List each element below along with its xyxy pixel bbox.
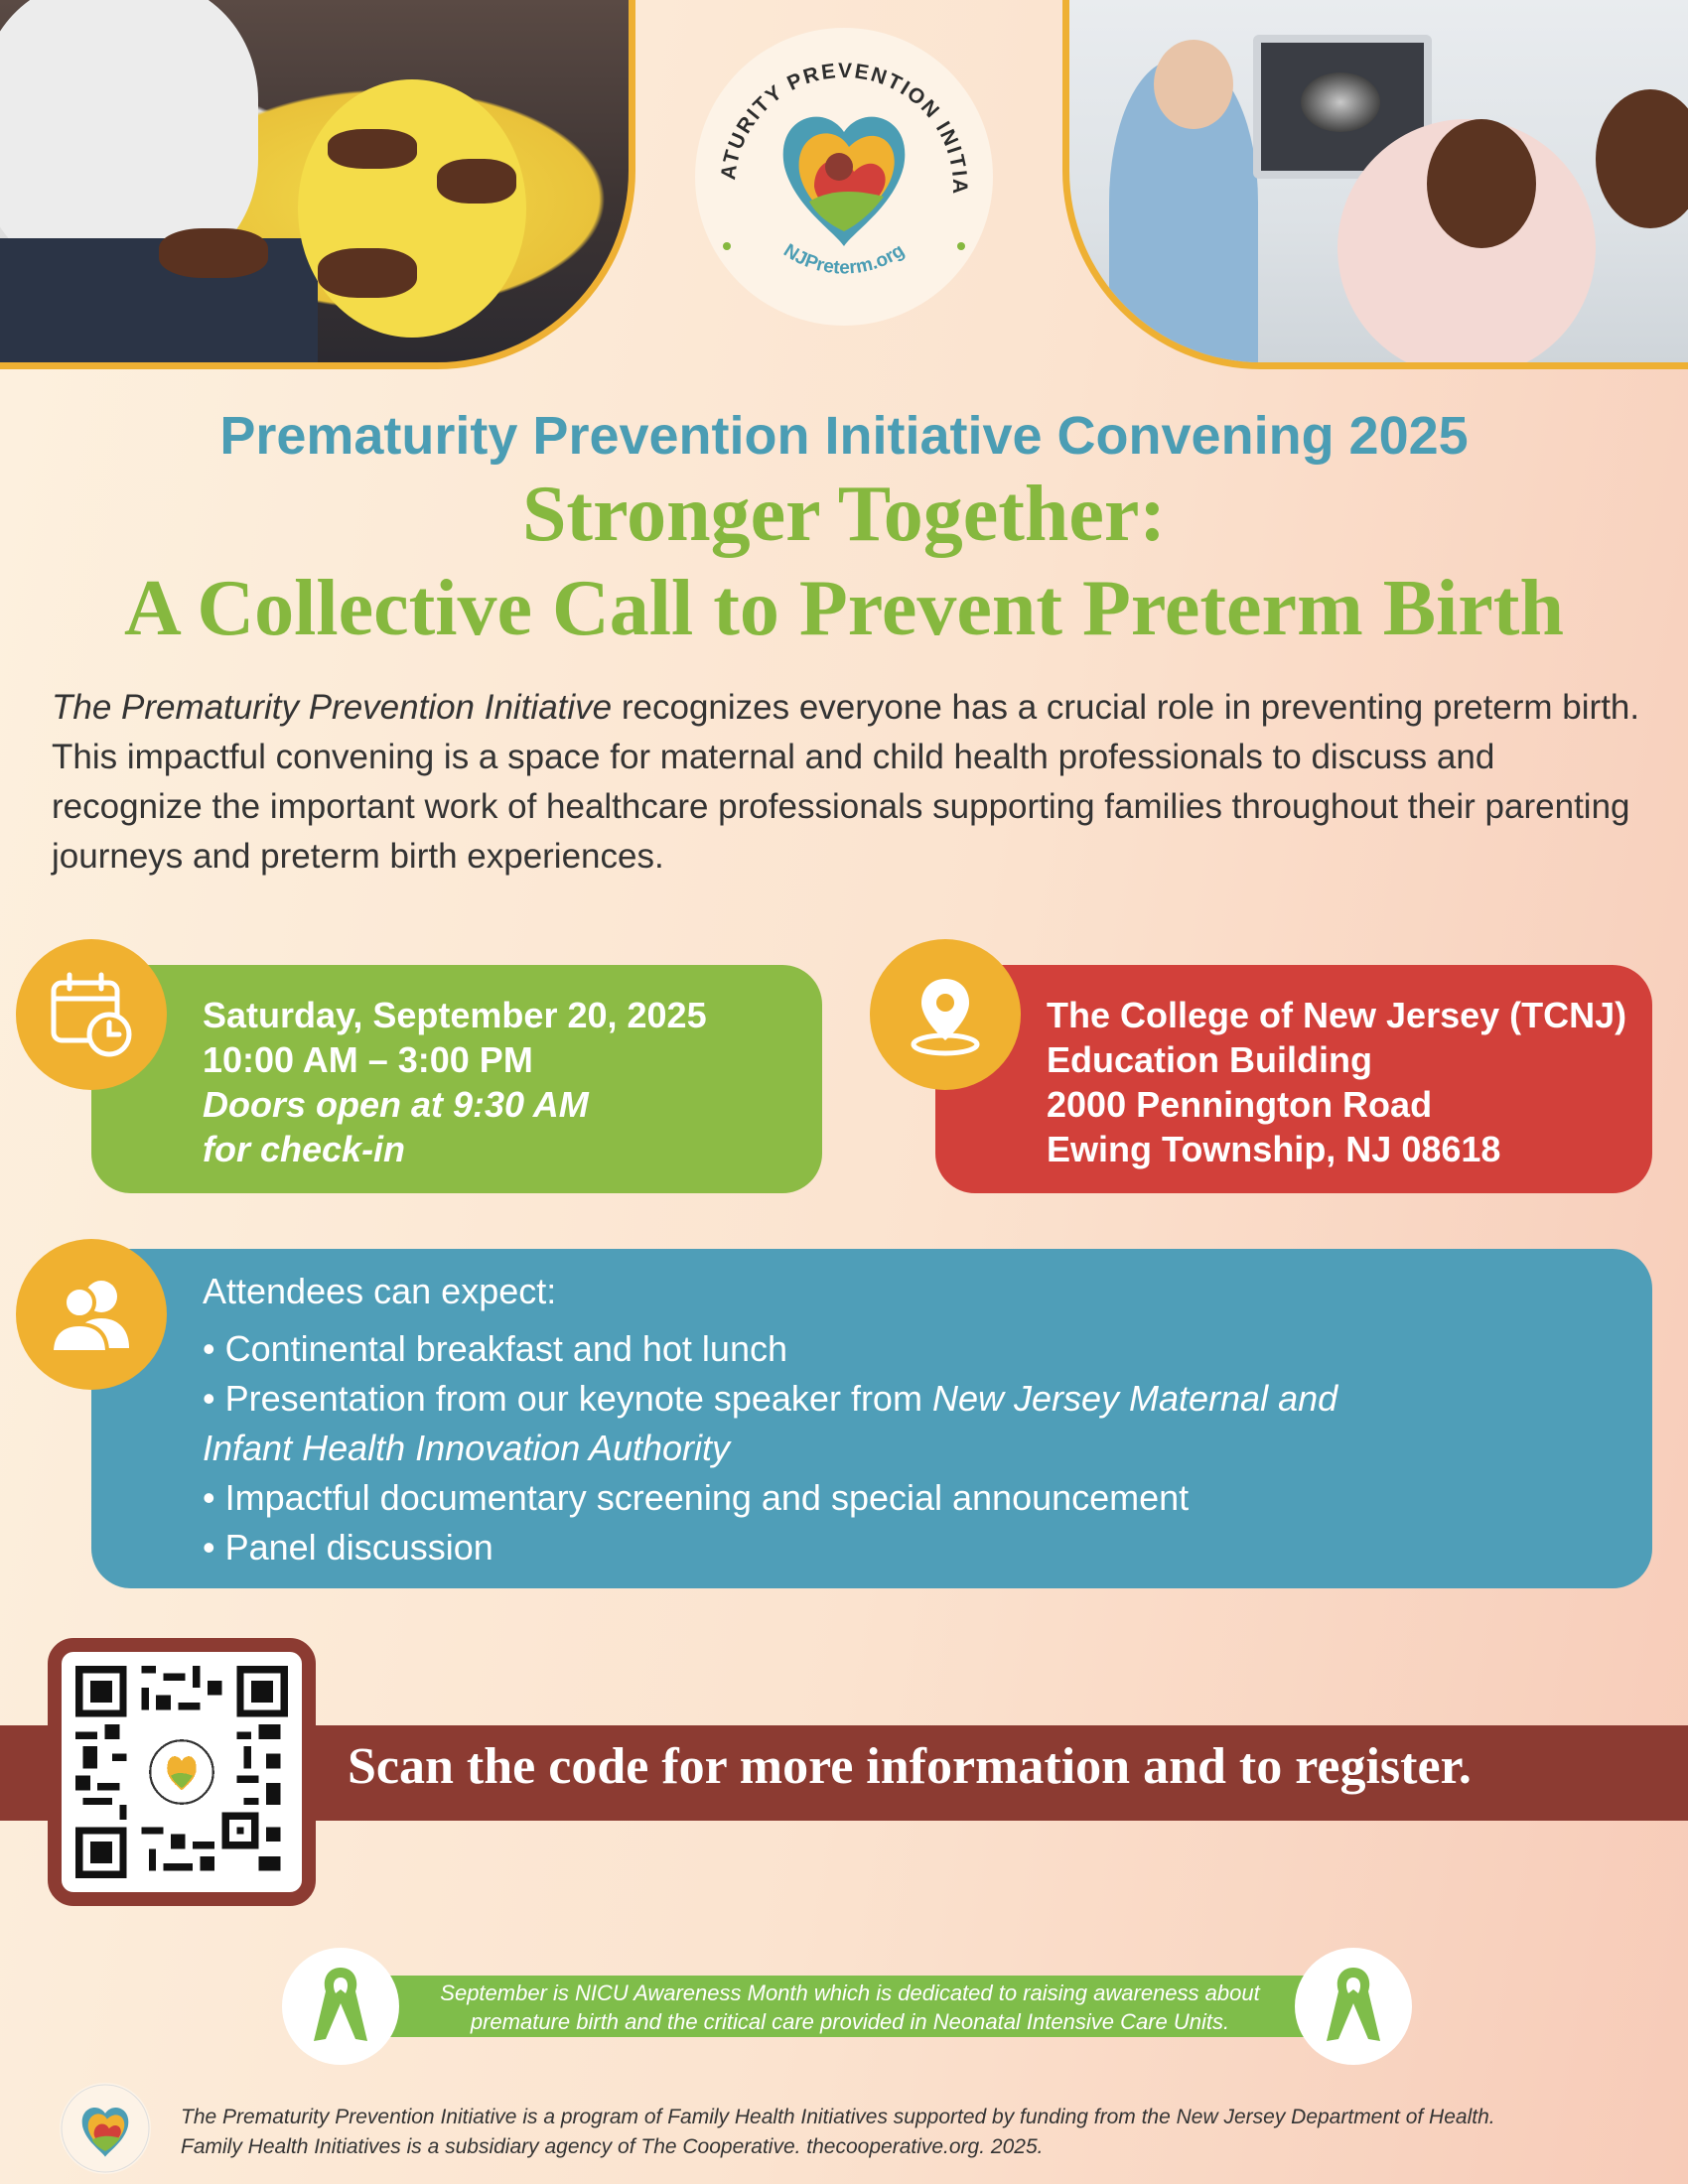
venue-city: Ewing Township, NJ 08618 [1047,1129,1501,1169]
list-item: • Continental breakfast and hot lunch [203,1324,1337,1374]
nicu-line2: premature birth and the critical care provided in Neonatal Intensive Care Units. [470,2009,1230,2034]
date-card [91,965,822,1193]
logo-url-text: NJPreterm.org [779,240,909,279]
nicu-line1: September is NICU Awareness Month which is dedicated to raising awareness about [440,1980,1260,2005]
footer-line2: Family Health Initiatives is a subsidiary agency of The Cooperative. thecooperative.org. 2025. [181,2135,1044,2158]
list-item: • Presentation from our keynote speaker from New Jersey Maternal and Infant Health Innovation Authority [203,1374,1337,1473]
venue-building: Education Building [1047,1039,1372,1080]
footer-logo [60,2083,151,2174]
location-card [935,965,1652,1193]
intro-text: recognizes everyone has a crucial role in preventing preterm birth. This impactful convening is a space for maternal and child health professionals to discuss and recognize the important work of healthcare professionals supporting families throughout their parenting journeys and preterm birth experiences. [52,688,1640,876]
venue-street: 2000 Pennington Road [1047,1084,1433,1125]
list-item: • Panel discussion [203,1523,1337,1572]
check-in-text: for check-in [203,1129,406,1169]
map-pin-icon [870,939,1021,1090]
expectations-card [91,1249,1652,1588]
venue-name: The College of New Jersey (TCNJ) [1047,995,1627,1035]
expectations-heading: Attendees can expect: [203,1271,557,1311]
green-ribbon-icon [282,1948,399,2065]
footer-line1: The Prematurity Prevention Initiative is a program of Family Health Initiatives supported by funding from the New Jersey Department of Health. [181,2106,1495,2128]
list-item: • Impactful documentary screening and special announcement [203,1473,1337,1523]
green-ribbon-icon [1295,1948,1412,2065]
ultrasound-photo [1062,0,1688,369]
event-title-line2: A Collective Call to Prevent Preterm Birth [124,565,1564,652]
event-date: Saturday, September 20, 2025 [203,995,707,1035]
event-subtitle: Prematurity Prevention Initiative Convening 2025 [219,406,1469,466]
expectations-list [203,1324,1337,1572]
scan-text: Scan the code for more information and to register. [348,1738,1472,1795]
intro-org-name: The Prematurity Prevention Initiative [52,688,613,727]
doors-open-text: Doors open at 9:30 AM [203,1084,589,1125]
calendar-clock-icon [16,939,167,1090]
logo-ring-text: ATURITY PREVENTION INITIA [717,59,972,195]
footer-text [181,2103,1660,2162]
intro-paragraph [52,683,1650,882]
people-icon [16,1239,167,1390]
ppi-logo [695,28,993,326]
event-title-line1: Stronger Together: [521,471,1167,558]
event-time: 10:00 AM – 3:00 PM [203,1039,533,1080]
nicu-awareness-banner [324,1976,1376,2037]
registration-qr-code[interactable] [48,1638,316,1906]
couple-photo [0,0,635,369]
